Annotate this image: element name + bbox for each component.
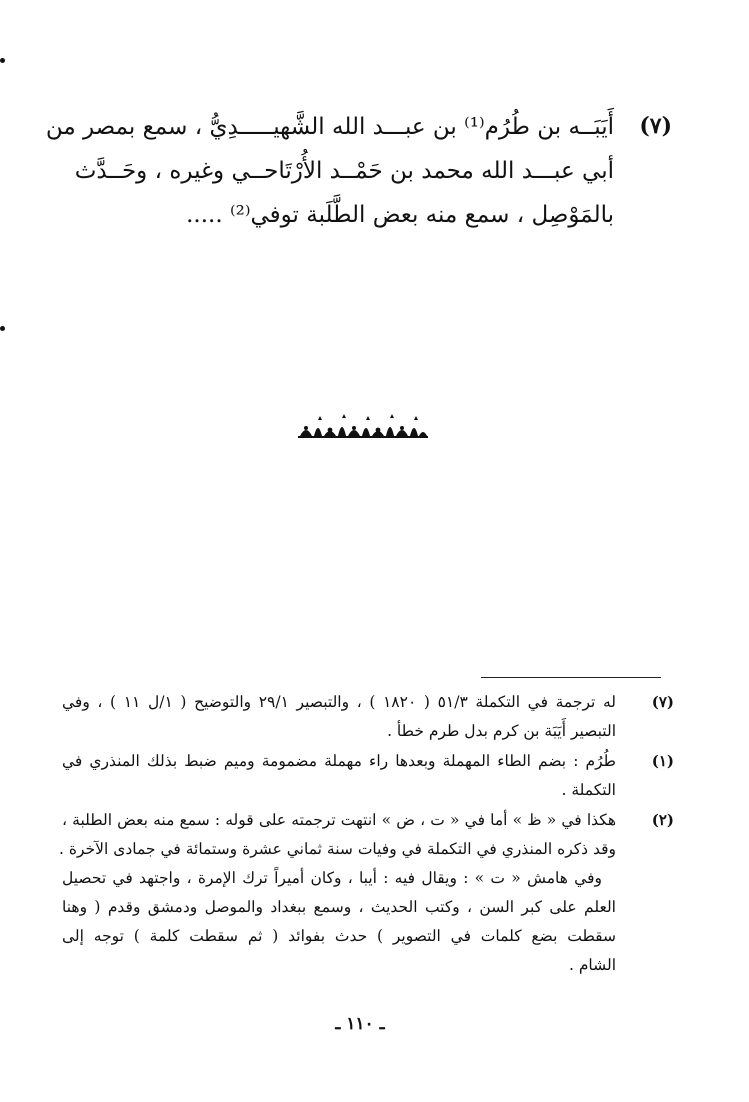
entry-line: بالمَوْصِل ، سمع منه بعض الطَّلَبة توفي⁽²⁾ ..... (186, 202, 614, 228)
entry-line: أبي عبـــد الله محمد بن حَمْــد الأُرْتَاحــي وغيره ، وحَــدَّث (74, 158, 614, 184)
decorative-ornament-icon (298, 414, 428, 438)
footnote (62, 747, 674, 805)
entry-number: (٧) (639, 113, 672, 139)
footnote (62, 688, 674, 746)
scan-edge-mark (0, 58, 5, 63)
footnote-line: هكذا في « ظ » أما في « ت ، ض » انتهت ترجمته على قوله : سمع منه بعض الطلبة ، (62, 811, 616, 829)
footnote-number: (٧) (651, 693, 674, 711)
page-number: ـ ١١٠ ـ (335, 1014, 385, 1034)
footnote-line: سقطت بضع كلمات في التصوير ) حدث بفوائد ( ثم سقطت كلمة ) توجه إلى (62, 927, 616, 945)
biography-entry (45, 105, 672, 245)
footnote-line: العلم على كبر السن ، وكتب الحديث ، وسمع ببغداد والموصل ودمشق وقدم ( وهنا (62, 898, 616, 916)
footnote (59, 806, 674, 980)
footnote-line: له ترجمة في التكملة ٥١/٣ ( ١٨٢٠ ) ، والتبصير ٢٩/١ والتوضيح ( ١/ل ١١ ) ، وفي (62, 693, 616, 711)
footnotes (59, 688, 674, 981)
footnote-line: طُرُم : بضم الطاء المهملة وبعدها راء مهملة مضمومة وميم ضبط بذلك المنذري في (62, 752, 616, 770)
entry-line: أَيَبَــه بن طُرُم⁽¹⁾ بن عبـــد الله الشَّهيـــــدِيُّ ، سمع بمصر من (45, 114, 614, 140)
footnote-line: وقد ذكره المنذري في التكملة في وفيات سنة ثماني عشرة وستمائة في جمادى الآخرة . (59, 840, 616, 858)
entry-text (45, 105, 614, 237)
footnote-line: الشام . (568, 956, 616, 974)
footnote-line: التكملة . (561, 781, 616, 799)
footnote-line: التبصير أَيَبَة بن كرم بدل طرم خطأ . (387, 722, 616, 740)
footnote-number: (٢) (651, 811, 674, 829)
footnote-separator (481, 677, 661, 678)
scan-edge-mark (0, 326, 5, 331)
footnote-number: (١) (651, 752, 674, 770)
footnote-line: وفي هامش « ت » : ويقال فيه : أيبا ، وكان أميراً ترك الإمرة ، واجتهد في تحصيل (62, 869, 602, 887)
